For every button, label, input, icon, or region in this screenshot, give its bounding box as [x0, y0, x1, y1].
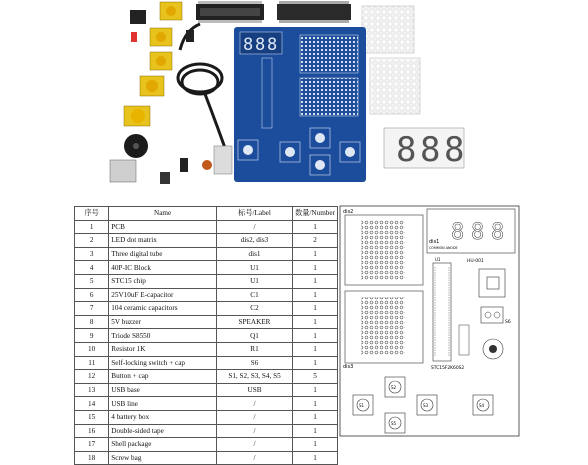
cell-number: 1 [293, 383, 338, 397]
cell-number: 1 [293, 261, 338, 275]
bom-table [74, 206, 338, 465]
cell-number: 1 [293, 302, 338, 316]
svg-text:8: 8 [451, 220, 465, 245]
cell-number: 1 [293, 438, 338, 452]
cell-number: 1 [293, 451, 338, 465]
cell-no: 16 [75, 424, 109, 438]
table-row [75, 397, 338, 411]
cell-no: 3 [75, 247, 109, 261]
table-row [75, 451, 338, 465]
cell-no: 17 [75, 438, 109, 452]
s3-label: S3 [423, 403, 429, 408]
cell-number: 1 [293, 424, 338, 438]
cell-name: Button + cap [109, 370, 217, 384]
table-row [75, 410, 338, 424]
cell-number: 1 [293, 247, 338, 261]
cell-number: 1 [293, 288, 338, 302]
cell-label: dis1 [216, 247, 292, 261]
cell-number: 1 [293, 220, 338, 234]
cell-name: USB line [109, 397, 217, 411]
bom-body [75, 220, 338, 465]
cell-name: USB base [109, 383, 217, 397]
seg-digit-1: 8 [396, 130, 417, 170]
cell-name: 25V10uF E-capacitor [109, 288, 217, 302]
cell-no: 10 [75, 342, 109, 356]
cell-no: 9 [75, 329, 109, 343]
cell-no: 8 [75, 315, 109, 329]
cell-number: 2 [293, 234, 338, 248]
cell-name: STC15 chip [109, 274, 217, 288]
table-row [75, 220, 338, 234]
cell-label: R1 [216, 342, 292, 356]
usb-plug-small [186, 30, 194, 42]
seven-seg-loose [384, 128, 464, 170]
dis3-label: dis3 [343, 364, 354, 370]
cell-number: 1 [293, 410, 338, 424]
pcb-seg-digit-2: 8 [255, 35, 266, 55]
cell-name: Screw bag [109, 451, 217, 465]
seg-digit-3: 8 [444, 130, 465, 170]
cell-label: U1 [216, 261, 292, 275]
cell-name: 40P-IC Block [109, 261, 217, 275]
table-row [75, 261, 338, 275]
table-row [75, 342, 338, 356]
table-row [75, 234, 338, 248]
s5-label: S5 [391, 421, 397, 426]
cell-number: 1 [293, 329, 338, 343]
cell-name: PCB [109, 220, 217, 234]
cell-no: 1 [75, 220, 109, 234]
transistor [160, 172, 170, 184]
s1-label: S1 [359, 403, 365, 408]
cell-label: C1 [216, 288, 292, 302]
s6-label: S6 [505, 320, 511, 325]
red-led [131, 32, 137, 42]
col-label: 标号/Label [216, 207, 292, 221]
cell-label: C2 [216, 302, 292, 316]
cell-number: 1 [293, 315, 338, 329]
cell-no: 5 [75, 274, 109, 288]
s2-label: S2 [391, 385, 397, 390]
cell-label: SPEAKER [216, 315, 292, 329]
svg-text:8: 8 [491, 220, 505, 245]
table-row [75, 315, 338, 329]
cell-no: 15 [75, 410, 109, 424]
led-matrix-mid [370, 58, 420, 114]
svg-text:8: 8 [471, 220, 485, 245]
cell-label: S1, S2, S3, S4, S5 [216, 370, 292, 384]
cell-no: 6 [75, 288, 109, 302]
common-anode-label: COMMON ANODE [429, 246, 458, 250]
ic-socket [196, 1, 264, 23]
self-locking-switch [130, 10, 146, 24]
s4-label: S4 [479, 403, 485, 408]
cell-label: USB [216, 383, 292, 397]
table-row [75, 370, 338, 384]
cell-no: 2 [75, 234, 109, 248]
table-row [75, 438, 338, 452]
cell-number: 1 [293, 274, 338, 288]
table-row [75, 356, 338, 370]
blue-pcb [234, 27, 366, 182]
ceramic-capacitor [202, 160, 212, 170]
col-number: 数量/Number [293, 207, 338, 221]
cell-label: / [216, 410, 292, 424]
cell-name: 5V buzzer [109, 315, 217, 329]
col-name: Name [109, 207, 217, 221]
u1-label: U1 [435, 257, 441, 262]
table-row [75, 274, 338, 288]
stc-chip [277, 1, 351, 23]
cell-label: / [216, 451, 292, 465]
cell-name: Double-sided tape [109, 424, 217, 438]
capacitor [180, 158, 188, 172]
table-row [75, 247, 338, 261]
table-row [75, 302, 338, 316]
cell-label: Q1 [216, 329, 292, 343]
usb-plug [214, 146, 232, 174]
cell-no: 13 [75, 383, 109, 397]
cell-no: 4 [75, 261, 109, 275]
cell-name: 4 battery box [109, 410, 217, 424]
cell-name: Triode S8550 [109, 329, 217, 343]
chip-label: STC15F2K60S2 [431, 366, 465, 371]
usb-base [110, 160, 136, 182]
dis1-label: dis1 [429, 239, 440, 245]
cell-label: / [216, 220, 292, 234]
cell-number: 1 [293, 342, 338, 356]
cell-number: 1 [293, 397, 338, 411]
cell-label: / [216, 438, 292, 452]
pcb-seg-digit-3: 8 [267, 35, 278, 55]
cell-label: / [216, 397, 292, 411]
cell-label: S6 [216, 356, 292, 370]
cell-name: Three digital tube [109, 247, 217, 261]
cell-name: LED dot matrix [109, 234, 217, 248]
cell-no: 18 [75, 451, 109, 465]
dis2-label: dis2 [343, 209, 354, 215]
table-row [75, 329, 338, 343]
cell-no: 12 [75, 370, 109, 384]
cell-label: dis2, dis3 [216, 234, 292, 248]
table-row [75, 383, 338, 397]
table-row [75, 424, 338, 438]
usb-cable [178, 24, 225, 148]
cell-no: 7 [75, 302, 109, 316]
led-matrix-top [362, 6, 414, 53]
cell-label: / [216, 424, 292, 438]
board-name: HU-001 [467, 259, 484, 264]
cell-name: Shell package [109, 438, 217, 452]
pcb-seg-digit-1: 8 [243, 35, 254, 55]
cell-number: 5 [293, 370, 338, 384]
cell-number: 1 [293, 356, 338, 370]
pcb-silkscreen [339, 205, 520, 437]
col-no: 序号 [75, 207, 109, 221]
cell-no: 11 [75, 356, 109, 370]
cell-name: Resistor 1K [109, 342, 217, 356]
seg-digit-2: 8 [420, 130, 441, 170]
cell-name: 104 ceramic capacitors [109, 302, 217, 316]
cell-no: 14 [75, 397, 109, 411]
cell-label: U1 [216, 274, 292, 288]
kit-photo [0, 0, 588, 203]
bom-header-row [75, 207, 338, 221]
table-row [75, 288, 338, 302]
cell-name: Self-locking switch + cap [109, 356, 217, 370]
